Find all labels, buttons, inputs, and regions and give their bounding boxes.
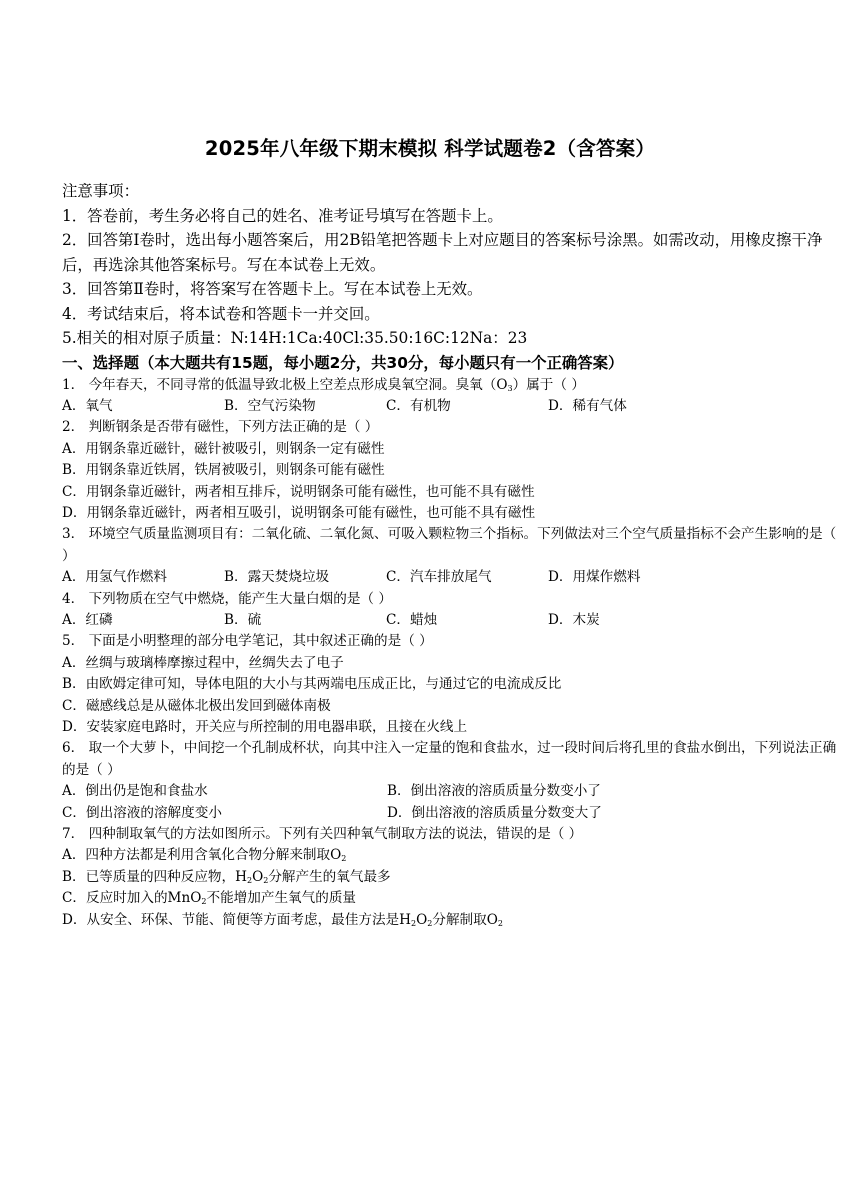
option-d: D．用煤作燃料: [548, 569, 641, 586]
option-text: O: [252, 868, 264, 885]
option-text: A．四种方法都是利用含氧化合物分解来制取O: [62, 847, 342, 864]
notice-item-4: 4．考试结束后，将本试卷和答题卡一并交回。: [62, 304, 380, 323]
option-text: O: [416, 911, 428, 928]
option-a: A．用氢气作燃料: [62, 569, 167, 586]
option-text: B．已等质量的四种反应物，H: [62, 868, 247, 885]
option-a: A．红磷: [62, 611, 113, 628]
stem-text: ）属于（ ）: [512, 376, 585, 393]
option-text: 分解产生的氧气最多: [268, 868, 391, 885]
subscript: 2: [497, 918, 503, 928]
options-row: [62, 567, 842, 588]
option-c: C．倒出溶液的溶解度变小: [62, 804, 222, 821]
notice-item-2: 2．回答第Ⅰ卷时，选出每小题答案后，用2B铅笔把答题卡上对应题目的答案标号涂黑。如需改动，用橡皮擦干净后，再选涂其他答案标号。写在本试卷上无效。: [62, 231, 823, 274]
option-text: C．反应时加入的MnO: [62, 890, 202, 907]
subscript: 2: [427, 918, 433, 928]
option-b: B．硫: [224, 611, 262, 628]
stem-text: 1． 今年春天，不同寻常的低温导致北极上空差点形成臭氧空洞。臭氧（O: [62, 376, 508, 393]
option-b: B．倒出溶液的溶质质量分数变小了: [387, 783, 601, 800]
option-b: B．空气污染物: [224, 397, 316, 414]
question-7: [62, 824, 842, 931]
options-row: [62, 396, 842, 417]
option-c: C．用钢条靠近磁针，两者相互排斥，说明钢条可能有磁性，也可能不具有磁性: [62, 483, 535, 500]
question-stem: 3． 环境空气质量监测项目有：二氧化硫、二氧化氮、可吸入颗粒物三个指标。下列做法对三个空气质量指标不会产生影响的是（ ）: [62, 526, 837, 564]
option-a: A．倒出仍是饱和食盐水: [62, 783, 208, 800]
option-d: D．安装家庭电路时，开关应与所控制的用电器串联，且接在火线上: [62, 719, 468, 735]
question-2: [62, 417, 842, 524]
subscript: 2: [411, 918, 417, 928]
question-6: [62, 738, 842, 824]
question-stem: 4． 下列物质在空气中燃烧，能产生大量白烟的是（ ）: [62, 590, 392, 607]
option-d: D．稀有气体: [548, 397, 627, 414]
option-a: [62, 845, 842, 866]
options-row: [62, 610, 842, 631]
option-c: C．蜡烛: [386, 611, 438, 628]
option-d: D．用钢条靠近磁针，两者相互吸引，说明钢条可能有磁性，也可能不具有磁性: [62, 504, 536, 521]
option-c: C．有机物: [386, 397, 451, 414]
option-a: A．丝绸与玻璃棒摩擦过程中，丝绸失去了电子: [62, 654, 344, 671]
notice-item-3: 3．回答第Ⅱ卷时，将答案写在答题卡上。写在本试卷上无效。: [62, 280, 483, 298]
subscript: 2: [201, 897, 207, 907]
section-heading: 一、选择题（本大题共有15题，每小题2分，共30分，每小题只有一个正确答案）: [62, 353, 624, 372]
option-text: 分解制取O: [432, 911, 498, 928]
options-row: [62, 781, 842, 802]
notice-item-5: 5.相关的相对原子质量：N:14H:1Ca:40Cl:35.50:16C:12Na：23: [62, 329, 528, 347]
question-4: [62, 589, 842, 632]
option-b: B．露天焚烧垃圾: [224, 569, 330, 586]
question-stem: 6． 取一个大萝卜，中间挖一个孔制成杯状，向其中注入一定量的饱和食盐水，过一段时间后将孔里的食盐水倒出，下列说法正确的是（ ）: [62, 740, 837, 778]
notice-item-1: 1．答卷前，考生务必将自己的姓名、准考证号填写在答题卡上。: [62, 206, 503, 225]
question-stem: 2． 判断钢条是否带有磁性，下列方法正确的是（ ）: [62, 419, 379, 436]
option-a: A．用钢条靠近磁针，磁针被吸引，则钢条一定有磁性: [62, 440, 385, 457]
option-d: D．木炭: [548, 611, 600, 628]
option-a: A．氧气: [62, 397, 113, 414]
subscript: 2: [341, 854, 347, 864]
question-stem: 7． 四种制取氧气的方法如图所示。下列有关四种氧气制取方法的说法，错误的是（ ）: [62, 826, 583, 843]
question-1: [62, 375, 842, 418]
subscript: 2: [263, 875, 269, 885]
option-b: B．由欧姆定律可知，导体电阻的大小与其两端电压成正比，与通过它的电流成反比: [62, 676, 562, 693]
exam-title: 2025年八年级下期末模拟 科学试题卷2（含答案）: [204, 137, 656, 160]
option-b: B．用钢条靠近铁屑，铁屑被吸引，则钢条可能有磁性: [62, 462, 385, 479]
option-text: 不能增加产生氧气的质量: [206, 890, 357, 907]
question-stem: 5． 下面是小明整理的部分电学笔记，其中叙述正确的是（ ）: [62, 633, 433, 650]
question-5: [62, 631, 842, 738]
subscript: 2: [246, 875, 253, 885]
option-c: C．磁感线总是从磁体北极出发回到磁体南极: [62, 697, 331, 714]
option-text: D．从安全、环保、节能、简便等方面考虑，最佳方法是H: [62, 911, 412, 928]
option-c: C．汽车排放尾气: [386, 569, 492, 586]
option-d: [62, 910, 842, 931]
exam-content: [62, 179, 842, 931]
question-3: [62, 524, 842, 588]
notice-heading: 注意事项：: [62, 182, 139, 200]
subscript: 3: [507, 383, 513, 393]
option-b: [62, 867, 842, 888]
options-row: [62, 803, 842, 824]
option-c: [62, 888, 842, 909]
question-stem: [62, 375, 842, 396]
option-d: D．倒出溶液的溶质质量分数变大了: [387, 804, 602, 821]
notice-block: [62, 179, 842, 351]
